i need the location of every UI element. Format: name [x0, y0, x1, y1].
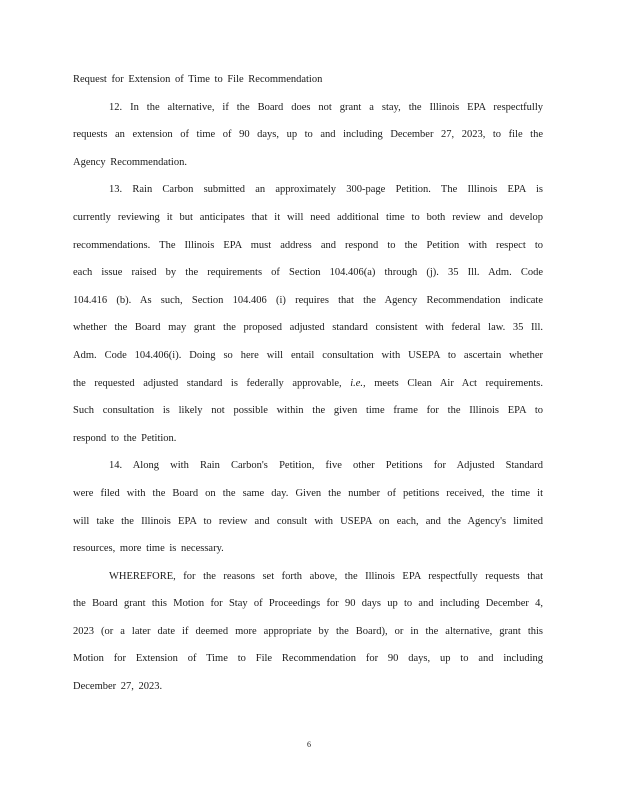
text-line: recommendations. The Illinois EPA must address and respond to the Petition with respect to: [73, 239, 543, 251]
text-line: Motion for Extension of Time to File Recommendation for 90 days, up to and including: [73, 653, 543, 665]
paragraph-12: [73, 94, 543, 177]
italic-abbreviation: i.e.,: [350, 377, 366, 389]
text-line: will take the Illinois EPA to review and consult with USEPA on each, and the Agency's limited: [73, 515, 543, 527]
wherefore-paragraph: [73, 563, 543, 701]
text-line: 13. Rain Carbon submitted an approximately 300-page Petition. The Illinois EPA is: [109, 184, 543, 196]
text-line: were filed with the Board on the same day. Given the number of petitions received, the time it: [73, 487, 543, 499]
text-line: 2023 (or a later date if deemed more appropriate by the Board), or in the alternative, grant this: [73, 625, 543, 637]
text-line: currently reviewing it but anticipates that it will need additional time to both review and develop: [73, 211, 543, 223]
text-line: 104.416 (b). As such, Section 104.406 (i) requires that the Agency Recommendation indicate: [73, 294, 543, 306]
text-line: the requested adjusted standard is federally approvable, i.e., meets Clean Air Act requirements.: [73, 377, 543, 389]
text-line: Such consultation is likely not possible within the given time frame for the Illinois EPA to: [73, 405, 543, 417]
text-line: 12. In the alternative, if the Board does not grant a stay, the Illinois EPA respectfully: [109, 101, 543, 113]
document-body: [73, 66, 543, 701]
page-number: 6: [307, 740, 311, 749]
paragraph-14: [73, 452, 543, 562]
text-line: December 27, 2023.: [73, 681, 163, 693]
text-line: the Board grant this Motion for Stay of Proceedings for 90 days up to and including December 4,: [73, 598, 543, 610]
text-line: Agency Recommendation.: [73, 156, 187, 168]
text-line: resources, more time is necessary.: [73, 543, 224, 555]
text-line: each issue raised by the requirements of Section 104.406(a) through (j). 35 Ill. Adm. Code: [73, 267, 543, 279]
text-line: WHEREFORE, for the reasons set forth above, the Illinois EPA respectfully requests that: [109, 570, 543, 582]
section-heading: Request for Extension of Time to File Recommendation: [73, 74, 323, 85]
text-line: requests an extension of time of 90 days, up to and including December 27, 2023, to file the: [73, 129, 543, 141]
text-line: whether the Board may grant the proposed adjusted standard consistent with federal law. 35 Ill.: [73, 322, 543, 334]
text-line: respond to the Petition.: [73, 432, 177, 444]
paragraph-13: [73, 176, 543, 452]
text-line: Adm. Code 104.406(i). Doing so here will entail consultation with USEPA to ascertain whether: [73, 349, 543, 361]
text-line: 14. Along with Rain Carbon's Petition, five other Petitions for Adjusted Standard: [109, 460, 543, 472]
